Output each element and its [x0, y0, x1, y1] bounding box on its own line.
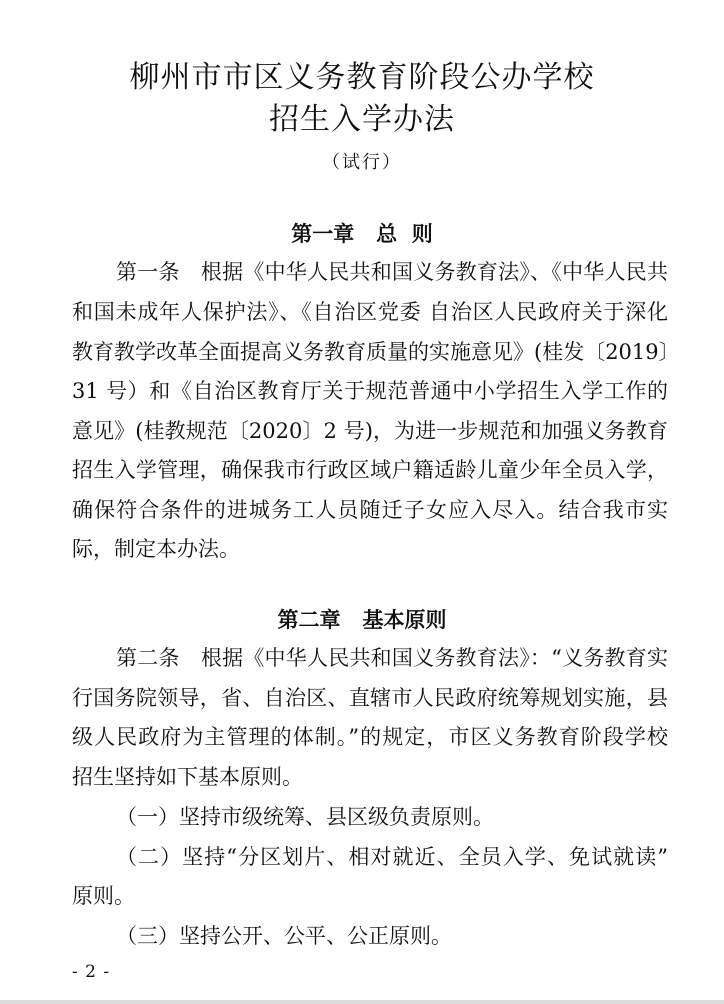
article1-line: 教育教学改革全面提高义务教育质量的实施意见》(桂发〔2019〕 — [72, 340, 680, 364]
principle-item: （二）坚持“分区划片、相对就近、全员入学、免试就读” — [116, 845, 668, 869]
article1-line: 和国未成年人保护法》、《自治区党委 自治区人民政府关于深化 — [72, 300, 668, 324]
article1-line: 确保符合条件的进城务工人员随迁子女应入尽入。结合我市实 — [72, 498, 668, 522]
article2-line: 招生坚持如下基本原则。 — [72, 765, 303, 789]
article1-line: 31 号）和《自治区教育厅关于规范普通中小学招生入学工作的 — [72, 379, 668, 403]
article2-line: 级人民政府为主管理的体制。”的规定，市区义务教育阶段学校 — [72, 725, 668, 749]
document-title-line2: 招生入学办法 — [269, 102, 455, 137]
document-subtitle: （试行） — [322, 152, 402, 173]
article1-line: 第一条 根据《中华人民共和国义务教育法》、《中华人民共 — [116, 260, 668, 284]
principle-item: （三）坚持公开、公平、公正原则。 — [116, 924, 452, 948]
chapter1-heading: 第一章 总 则 — [291, 222, 433, 246]
chapter2-heading: 第二章 基本原则 — [277, 608, 447, 632]
document-title-line1: 柳州市市区义务教育阶段公办学校 — [129, 60, 595, 95]
article1-line: 际，制定本办法。 — [72, 537, 240, 561]
principle-item-continuation: 原则。 — [72, 884, 135, 908]
page-number: - 2 - — [72, 962, 111, 982]
article1-line: 招生入学管理，确保我市行政区域户籍适龄儿童少年全员入学， — [72, 458, 668, 482]
article2-line: 第二条 根据《中华人民共和国义务教育法》：“义务教育实 — [116, 646, 668, 670]
principle-item: （一）坚持市级统筹、县区级负责原则。 — [116, 805, 494, 829]
article2-line: 行国务院领导，省、自治区、直辖市人民政府统筹规划实施，县 — [72, 686, 668, 710]
article1-line: 意见》(桂教规范〔2020〕2 号)，为进一步规范和加强义务教育 — [72, 419, 668, 443]
bottom-divider — [0, 1000, 724, 1004]
